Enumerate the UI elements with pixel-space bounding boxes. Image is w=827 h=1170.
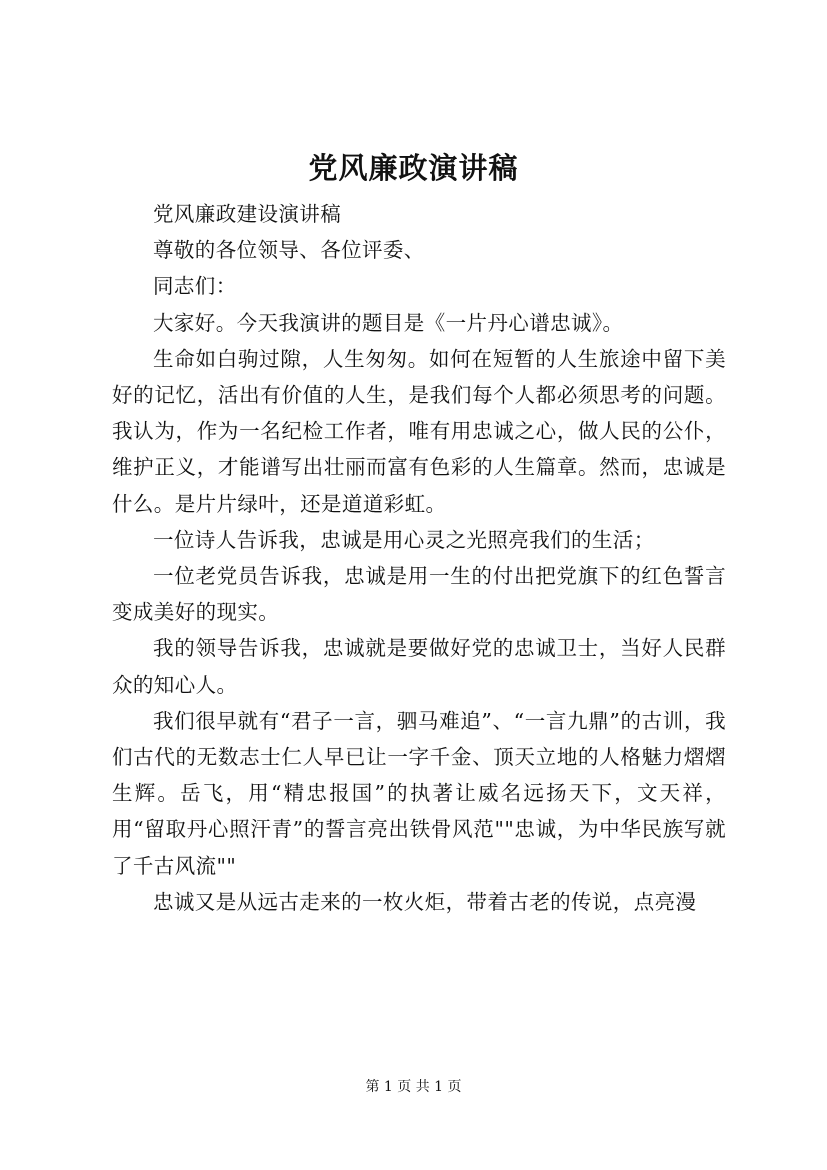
paragraph-body: 我们很早就有“君子一言，驷马难追”、“一言九鼎”的古训，我们古代的无数志士仁人早已让一字千金、顶天立地的人格魅力熠熠生辉。岳飞，用“精忠报国”的执著让威名远扬天下，文天祥，用“留取丹心照汗青”的誓言亮出铁骨风范""忠诚，为中华民族写就了千古风流"" xyxy=(112,708,726,878)
paragraph-subtitle: 党风廉政建设演讲稿 xyxy=(153,202,342,226)
document-body xyxy=(112,196,726,920)
paragraph-body: 一位老党员告诉我，忠诚是用一生的付出把党旗下的红色誓言变成美好的现实。 xyxy=(112,564,726,625)
paragraph-body: 一位诗人告诉我，忠诚是用心灵之光照亮我们的生活； xyxy=(153,527,655,552)
paragraph-greeting: 大家好。今天我演讲的题目是《一片丹心谱忠诚》。 xyxy=(153,310,624,335)
paragraph-salutation: 尊敬的各位领导、各位评委、 xyxy=(153,238,425,263)
page-number-footer: 第 1 页 共 1 页 xyxy=(365,1079,462,1095)
paragraph-body: 忠诚又是从远古走来的一枚火炬，带着古老的传说，点亮漫 xyxy=(153,889,697,914)
paragraph-salutation-2: 同志们： xyxy=(153,274,237,299)
document-title: 党风廉政演讲稿 xyxy=(308,151,519,185)
paragraph-body: 我的领导告诉我，忠诚就是要做好党的忠诚卫士，当好人民群众的知心人。 xyxy=(112,636,726,697)
paragraph-body: 生命如白驹过隙，人生匆匆。如何在短暂的人生旅途中留下美好的记忆，活出有价值的人生，是我们每个人都必须思考的问题。我认为，作为一名纪检工作者，唯有用忠诚之心，做人民的公仆，维护正义，才能谱写出壮丽而富有色彩的人生篇章。然而，忠诚是什么。是片片绿叶，还是道道彩虹。 xyxy=(112,346,726,516)
